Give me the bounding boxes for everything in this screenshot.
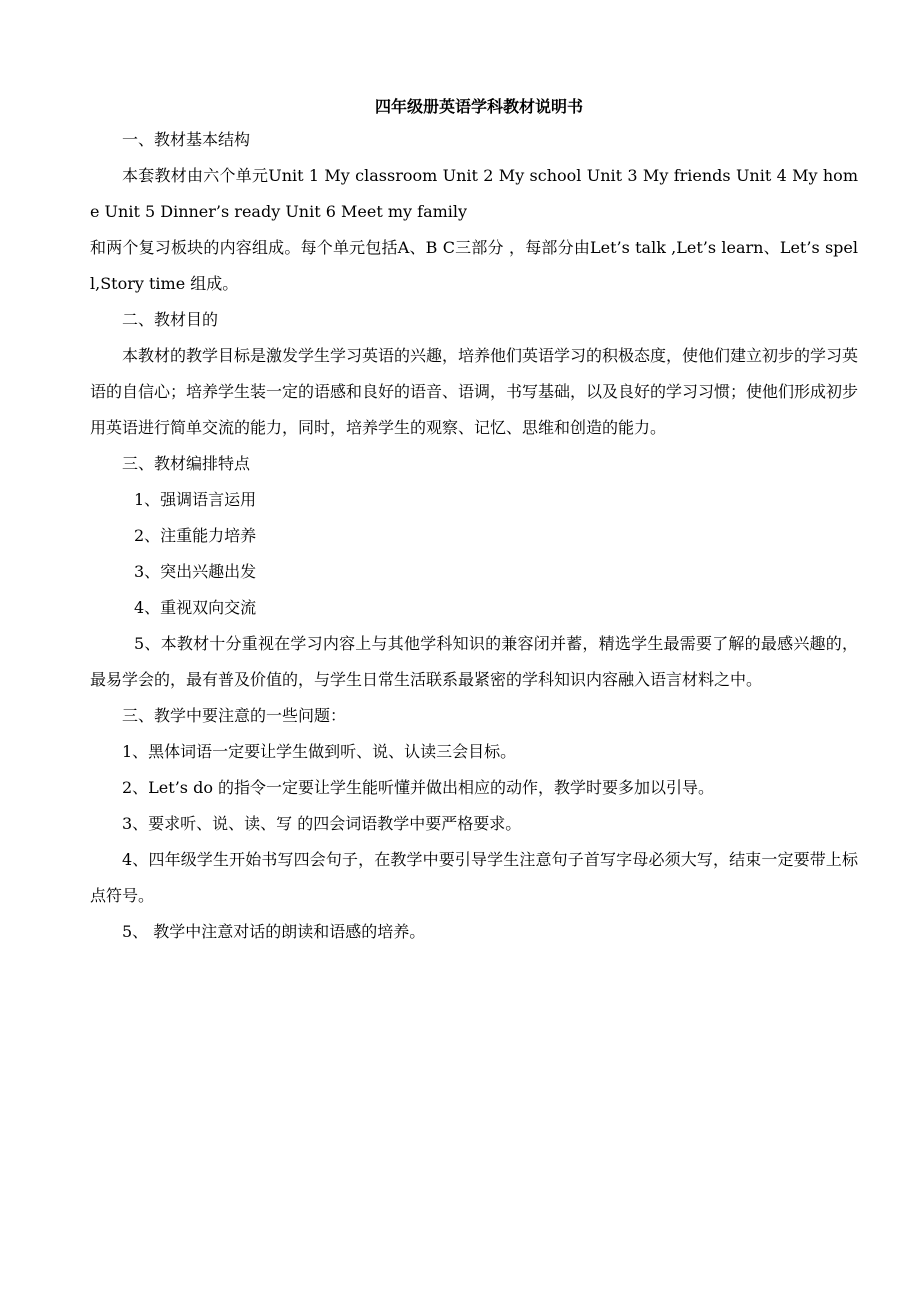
note-item: 4、四年级学生开始书写四会句子，在教学中要引导学生注意句子首写字母必须大写，结束一定要带上标点符号。 [90, 850, 858, 905]
feature-item-5: 5、本教材十分重视在学习内容上与其他学科知识的兼容闭并蓄，精选学生最需要了解的最感兴趣的，最易学会的，最有普及价值的，与学生日常生活联系最紧密的学科知识内容融入语言材料之中。 [90, 634, 858, 689]
paragraph-units: 本套教材由六个单元Unit 1 My classroom Unit 2 My school Unit 3 My friends Unit 4 My home Unit 5 Dinner’s ready Unit 6 Meet my family [90, 166, 858, 221]
section-heading-goals: 二、教材目的 [122, 310, 219, 329]
note-item: 5、 教学中注意对话的朗读和语感的培养。 [122, 922, 426, 941]
feature-item: 4、重视双向交流 [134, 598, 257, 617]
feature-item: 2、注重能力培养 [134, 526, 257, 545]
note-item: 1、黑体词语一定要让学生做到听、说、认读三会目标。 [122, 742, 517, 761]
section-heading-notes: 三、教学中要注意的一些问题： [122, 706, 347, 725]
note-item: 3、要求听、说、读、写 的四会词语教学中要严格要求。 [122, 814, 522, 833]
section-heading-features: 三、教材编排特点 [122, 454, 251, 473]
feature-item: 3、突出兴趣出发 [134, 562, 257, 581]
paragraph-composition: 和两个复习板块的内容组成。每个单元包括A、B C三部分 ，每部分由Let’s talk ,Let’s learn、Let’s spell,Story time 组成。 [90, 238, 858, 293]
paragraph-goals: 本教材的教学目标是激发学生学习英语的兴趣，培养他们英语学习的积极态度，使他们建立初步的学习英语的自信心；培养学生装一定的语感和良好的语音、语调，书写基础，以及良好的学习习惯；使他们形成初步用英语进行简单交流的能力，同时，培养学生的观察、记忆、思维和创造的能力。 [90, 346, 859, 437]
feature-item: 1、强调语言运用 [134, 490, 257, 509]
document-title: 四年级册英语学科教材说明书 [374, 97, 583, 116]
section-heading-structure: 一、教材基本结构 [122, 130, 251, 149]
note-item: 2、Let’s do 的指令一定要让学生能听懂并做出相应的动作，教学时要多加以引导。 [122, 778, 715, 797]
